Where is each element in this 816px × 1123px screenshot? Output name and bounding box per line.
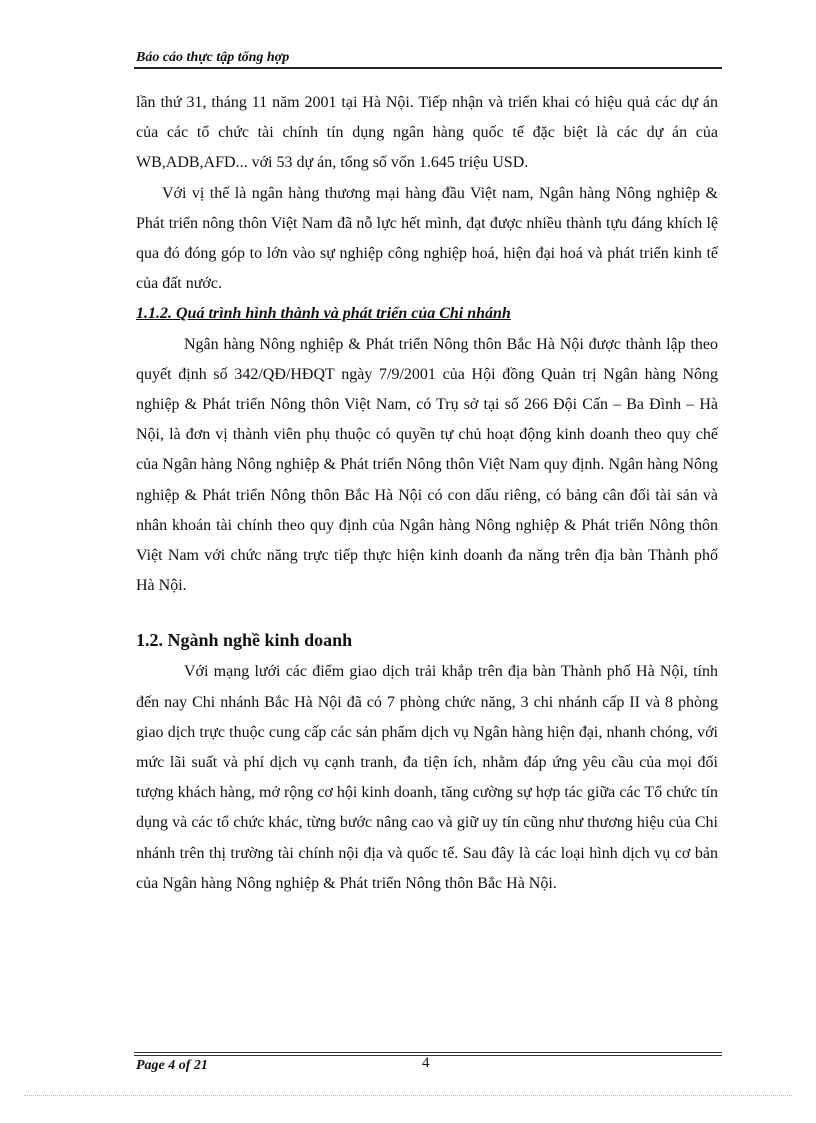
header-title: Báo cáo thực tập tổng hợp xyxy=(136,50,290,65)
subheading: 1.1.2. Quá trình hình thành và phát triển của Chi nhánh xyxy=(136,305,511,323)
section-heading: 1.2. Ngành nghề kinh doanh xyxy=(136,630,353,651)
paragraph-4: Với mạng lưới các điểm giao dịch trải khắp trên địa bàn Thành phố Hà Nội, tính đến nay Chi nhánh Bắc Hà Nội đã có 7 phòng chức năng, 3 chi nhánh cấp II và 8 phòng giao dịch trực thuộc cung cấp các sản phẩm dịch vụ Ngân hàng hiện đại, nhanh chóng, với mức lãi suất và phí dịch vụ cạnh tranh, đa tiện ích, nhằm đáp ứng yêu cầu của mọi đối tượng khách hàng, mở rộng cơ hội kinh doanh, tăng cường sự hợp tác giữa các Tổ chức tín dụng và các tổ chức khác, từng bước nâng cao và giữ uy tín cũng như thương hiệu của Chi nhánh trên thị trường tài chính nội địa và quốc tế. Sau đây là các loại hình dịch vụ cơ bản của Ngân hàng Nông nghiệp & Phát triển Nông thôn Bắc Hà Nội. xyxy=(136,663,718,892)
header-rule xyxy=(134,67,722,69)
footer-page-label: Page 4 of 21 xyxy=(136,1058,208,1073)
subheading-container xyxy=(136,299,718,329)
document-body xyxy=(136,88,718,899)
paragraph-1: lần thứ 31, tháng 11 năm 2001 tại Hà Nội. Tiếp nhận và triển khai có hiệu quả các dự án của các tổ chức tài chính tín dụng ngân hàng quốc tế đặc biệt là các dự án của WB,ADB,AFD... với 53 dự án, tổng số vốn 1.645 triệu USD. xyxy=(136,94,718,172)
footer-page-number: 4 xyxy=(422,1055,430,1071)
page-bottom-border xyxy=(24,1095,792,1096)
paragraph-2: Với vị thế là ngân hàng thương mại hàng đầu Việt nam, Ngân hàng Nông nghiệp & Phát triển nông thôn Việt Nam đã nỗ lực hết mình, đạt được nhiều thành tựu đáng khích lệ qua đó đóng góp to lớn vào sự nghiệp công nghiệp hoá, hiện đại hoá và phát triển kinh tế của đất nước. xyxy=(136,184,718,293)
paragraph-3: Ngân hàng Nông nghiệp & Phát triển Nông thôn Bắc Hà Nội được thành lập theo quyết định số 342/QĐ/HĐQT ngày 7/9/2001 của Hội đồng Quản trị Ngân hàng Nông nghiệp & Phát triển Nông thôn Việt Nam, có Trụ sở tại số 266 Đội Cấn – Ba Đình – Hà Nội, là đơn vị thành viên phụ thuộc có quyền tự chủ hoạt động kinh doanh theo quy chế của Ngân hàng Nông nghiệp & Phát triển Nông thôn Việt Nam quy định. Ngân hàng Nông nghiệp & Phát triển Nông thôn Bắc Hà Nội có con dấu riêng, có bảng cân đối tài sản và nhân khoán tài chính theo quy định của Ngân hàng Nông nghiệp & Phát triển Nông thôn Việt Nam với chức năng trực tiếp thực hiện kinh doanh đa năng trên địa bàn Thành phố Hà Nội. xyxy=(136,335,718,595)
footer-rule xyxy=(134,1052,722,1053)
